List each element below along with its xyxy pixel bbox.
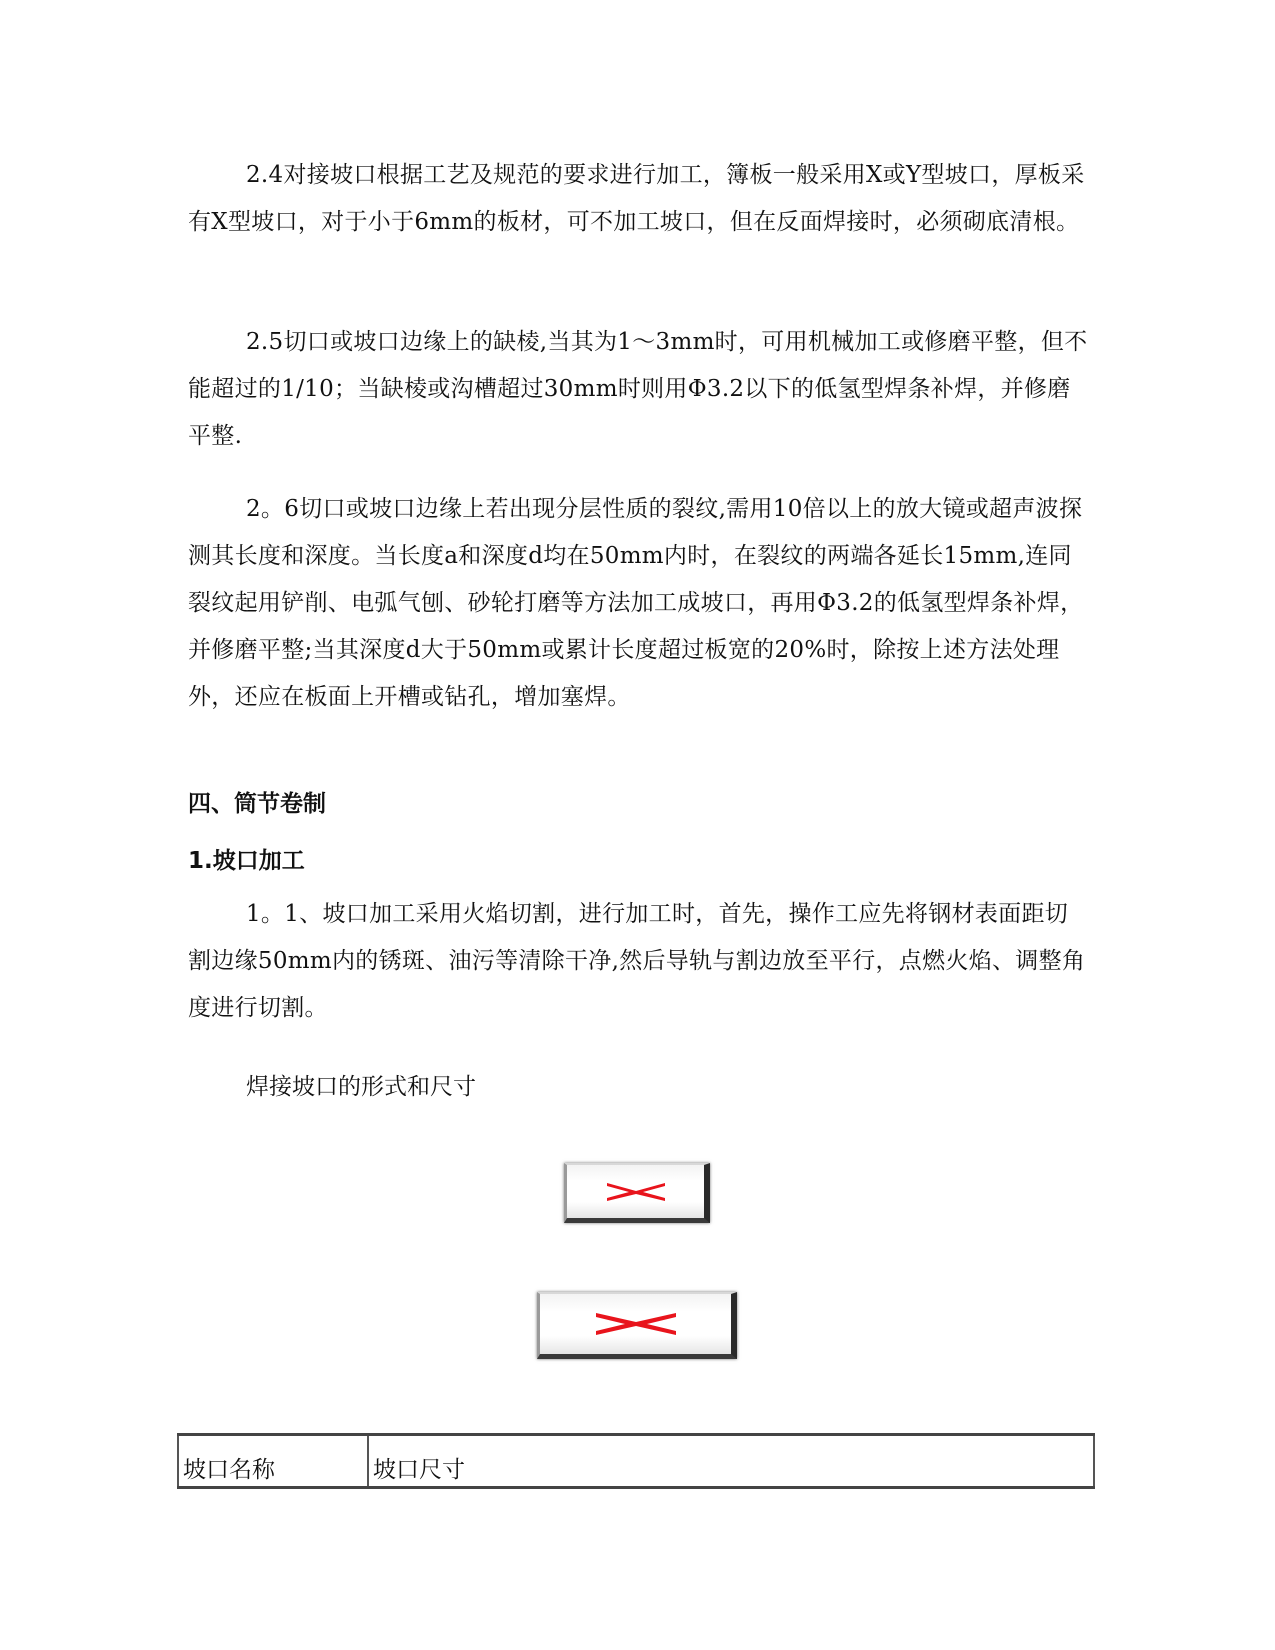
section-heading-4: 四、筒节卷制 (188, 791, 326, 817)
broken-image-placeholder-1 (564, 1163, 710, 1223)
table-header-cell: 坡口尺寸 (368, 1435, 1094, 1488)
figure-caption: 焊接坡口的形式和尺寸 (246, 1074, 476, 1100)
groove-table (177, 1433, 1095, 1489)
broken-image-icon (592, 1309, 680, 1339)
paragraph-1-1: 1。1、坡口加工采用火焰切割，进行加工时，首先，操作工应先将钢材表面距切割边缘50mm内的锈斑、油污等清除干净,然后导轨与割边放至平行，点燃火焰、调整角度进行切割。 (188, 901, 1086, 1021)
broken-image-placeholder-2 (537, 1292, 737, 1359)
subsection-heading-1: 1.坡口加工 (188, 848, 305, 874)
paragraph-2-5: 2.5切口或坡口边缘上的缺棱,当其为1～3mm时，可用机械加工或修磨平整，但不能超过的1/10；当缺棱或沟槽超过30mm时则用Φ3.2以下的低氢型焊条补焊，并修磨平整. (188, 329, 1088, 449)
paragraph-2-4: 2.4对接坡口根据工艺及规范的要求进行加工，簿板一般采用X或Y型坡口，厚板采有X型坡口，对于小于6mm的板材，可不加工坡口，但在反面焊接时，必须砌底清根。 (188, 162, 1085, 235)
table-header-cell: 坡口名称 (178, 1435, 368, 1488)
paragraph-2-6: 2。6切口或坡口边缘上若出现分层性质的裂纹,需用10倍以上的放大镜或超声波探测其长度和深度。当长度a和深度d均在50mm内时，在裂纹的两端各延长15mm,连同裂纹起用铲削、电弧气刨、砂轮打磨等方法加工成坡口，再用Φ3.2的低氢型焊条补焊，并修磨平整;当其深度d大于50mm或累计长度超过板宽的20%时，除按上述方法处理外，还应在板面上开槽或钻孔，增加塞焊。 (188, 496, 1084, 710)
broken-image-icon (603, 1179, 669, 1205)
table-row (178, 1435, 1094, 1488)
